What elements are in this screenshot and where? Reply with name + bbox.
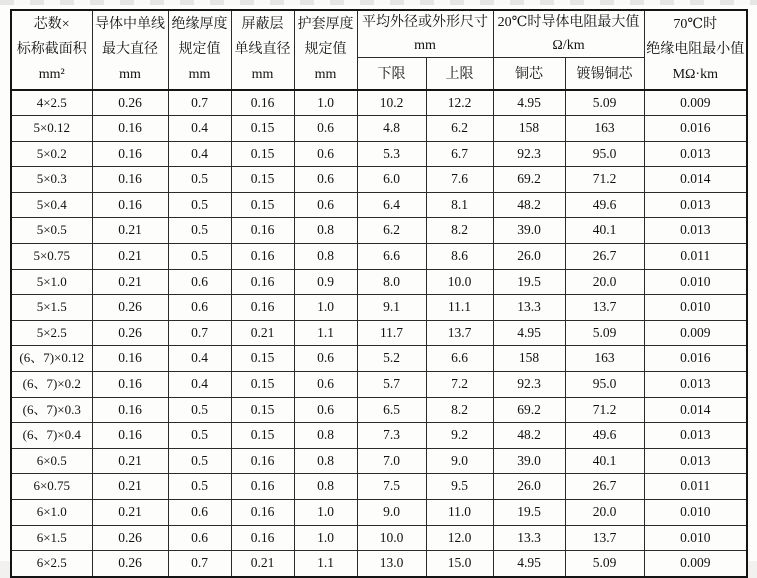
cell-value: 7.2 (426, 372, 493, 398)
cell-value: 0.16 (231, 525, 294, 551)
cell-value: 0.7 (168, 320, 231, 346)
cell-value: 0.21 (92, 448, 168, 474)
cell-value: 8.0 (357, 269, 426, 295)
cell-value: 0.014 (644, 167, 747, 193)
header-unit: mm (414, 38, 436, 53)
cell-value: 0.5 (168, 218, 231, 244)
cell-cores-area: 5×0.4 (11, 192, 92, 218)
cell-value: 0.009 (644, 90, 747, 116)
header-conductor-wire-dia (92, 10, 168, 90)
cell-value: 0.4 (168, 372, 231, 398)
cell-value: 0.26 (92, 320, 168, 346)
table-row (11, 295, 747, 321)
cell-value: 0.016 (644, 346, 747, 372)
cell-value: 19.5 (493, 269, 565, 295)
cell-value: 0.4 (168, 141, 231, 167)
cell-value: 13.0 (357, 551, 426, 577)
cell-value: 0.15 (231, 116, 294, 142)
cell-value: 0.5 (168, 192, 231, 218)
cell-value: 5.3 (357, 141, 426, 167)
header-unit: mm (251, 67, 274, 83)
header-tinned-copper-core: 镀锡铜芯 (565, 58, 644, 90)
cell-value: 0.16 (231, 90, 294, 116)
cell-value: 0.21 (92, 269, 168, 295)
header-od-lower-limit: 下限 (357, 58, 426, 90)
table-row (11, 269, 747, 295)
cell-cores-area: 5×0.5 (11, 218, 92, 244)
cell-value: 6.2 (357, 218, 426, 244)
cell-value: 0.21 (231, 320, 294, 346)
header-unit: mm (314, 67, 337, 83)
header-insulation-resistance-70c (644, 10, 747, 90)
cell-value: 0.9 (294, 269, 357, 295)
cell-value: 0.011 (644, 244, 747, 270)
cell-value: 0.5 (168, 423, 231, 449)
header-line: 70℃时 (673, 17, 718, 33)
header-row-1 (11, 10, 747, 58)
cell-value: 0.4 (168, 116, 231, 142)
cell-value: 0.16 (92, 397, 168, 423)
cell-value: 40.1 (565, 218, 644, 244)
cell-value: 69.2 (493, 397, 565, 423)
cell-value: 0.009 (644, 551, 747, 577)
cell-value: 0.7 (168, 90, 231, 116)
cell-value: 6.6 (357, 244, 426, 270)
cell-value: 12.2 (426, 90, 493, 116)
header-line: 平均外径或外形尺寸 (362, 15, 488, 30)
cell-value: 163 (565, 116, 644, 142)
cell-value: 9.2 (426, 423, 493, 449)
cell-value: 0.26 (92, 295, 168, 321)
cell-value: 0.6 (294, 397, 357, 423)
cell-value: 0.7 (168, 551, 231, 577)
cell-value: 5.7 (357, 372, 426, 398)
cell-value: 0.21 (92, 244, 168, 270)
header-unit: mm (119, 67, 141, 83)
cable-spec-table (10, 9, 748, 578)
cell-value: 13.3 (493, 525, 565, 551)
cell-value: 1.1 (294, 320, 357, 346)
table-row (11, 192, 747, 218)
cell-value: 158 (493, 346, 565, 372)
cell-value: 158 (493, 116, 565, 142)
cell-value: 8.2 (426, 397, 493, 423)
cell-value: 0.6 (294, 141, 357, 167)
cell-value: 0.15 (231, 372, 294, 398)
cell-value: 6.7 (426, 141, 493, 167)
header-cores-area (11, 10, 92, 90)
cell-cores-area: 5×0.3 (11, 167, 92, 193)
cell-value: 9.0 (426, 448, 493, 474)
cell-value: 4.8 (357, 116, 426, 142)
header-line: 20℃时导体电阻最大值 (497, 15, 640, 30)
cell-value: 0.15 (231, 397, 294, 423)
cell-value: 0.010 (644, 500, 747, 526)
header-unit: Ω/km (552, 38, 585, 53)
table-row (11, 90, 747, 116)
cell-value: 0.013 (644, 448, 747, 474)
cell-value: 0.15 (231, 141, 294, 167)
table-body (11, 90, 747, 577)
cell-value: 7.5 (357, 474, 426, 500)
table-row (11, 525, 747, 551)
table-row (11, 397, 747, 423)
cell-value: 0.5 (168, 474, 231, 500)
cell-value: 0.16 (92, 346, 168, 372)
table-row (11, 372, 747, 398)
header-insulation-thickness (168, 10, 231, 90)
header-group-avg-od (357, 10, 493, 58)
cell-value: 0.5 (168, 167, 231, 193)
cell-value: 0.013 (644, 192, 747, 218)
cell-cores-area: 4×2.5 (11, 90, 92, 116)
header-group-resistance-20c (493, 10, 644, 58)
header-shield-wire-dia (231, 10, 294, 90)
header-line: 最大直径 (102, 42, 158, 58)
header-unit: mm² (38, 67, 65, 83)
cell-value: 0.5 (168, 244, 231, 270)
cell-value: 5.09 (565, 551, 644, 577)
header-unit: mm (188, 67, 211, 83)
cell-cores-area: (6、7)×0.2 (11, 372, 92, 398)
cell-value: 0.4 (168, 346, 231, 372)
cell-cores-area: 6×0.5 (11, 448, 92, 474)
table-row (11, 167, 747, 193)
cell-value: 0.6 (294, 346, 357, 372)
cell-value: 26.0 (493, 244, 565, 270)
cell-value: 9.1 (357, 295, 426, 321)
cell-value: 0.016 (644, 116, 747, 142)
cell-value: 7.6 (426, 167, 493, 193)
cell-value: 5.09 (565, 90, 644, 116)
header-line: 单线直径 (234, 42, 291, 58)
cell-value: 92.3 (493, 372, 565, 398)
cell-value: 0.26 (92, 525, 168, 551)
cell-value: 0.21 (92, 474, 168, 500)
cell-value: 0.26 (92, 90, 168, 116)
cell-value: 0.16 (231, 244, 294, 270)
cell-value: 0.014 (644, 397, 747, 423)
cell-value: 8.2 (426, 218, 493, 244)
cell-value: 0.16 (92, 423, 168, 449)
cell-cores-area: 6×1.5 (11, 525, 92, 551)
cell-value: 5.2 (357, 346, 426, 372)
cell-value: 11.7 (357, 320, 426, 346)
cell-value: 0.16 (92, 192, 168, 218)
cell-value: 0.16 (92, 372, 168, 398)
cell-value: 0.6 (294, 167, 357, 193)
cell-cores-area: 6×2.5 (11, 551, 92, 577)
cell-value: 26.7 (565, 244, 644, 270)
cell-value: 26.0 (493, 474, 565, 500)
cell-value: 10.0 (426, 269, 493, 295)
cell-cores-area: 5×0.75 (11, 244, 92, 270)
cell-value: 9.0 (357, 500, 426, 526)
cell-value: 1.0 (294, 295, 357, 321)
cell-value: 0.8 (294, 474, 357, 500)
cell-value: 0.21 (92, 218, 168, 244)
cell-value: 10.2 (357, 90, 426, 116)
cell-cores-area: 5×2.5 (11, 320, 92, 346)
cell-value: 20.0 (565, 500, 644, 526)
cell-value: 0.16 (231, 218, 294, 244)
cell-value: 0.009 (644, 320, 747, 346)
cell-value: 13.7 (565, 295, 644, 321)
cell-value: 0.15 (231, 167, 294, 193)
cell-value: 10.0 (357, 525, 426, 551)
cell-value: 0.6 (294, 116, 357, 142)
header-line: 绝缘电阻最小值 (646, 42, 745, 58)
cell-value: 69.2 (493, 167, 565, 193)
cell-value: 49.6 (565, 423, 644, 449)
cell-value: 6.5 (357, 397, 426, 423)
cell-value: 9.5 (426, 474, 493, 500)
cell-value: 4.95 (493, 320, 565, 346)
cell-value: 0.013 (644, 218, 747, 244)
header-od-upper-limit: 上限 (426, 58, 493, 90)
cell-value: 0.26 (92, 551, 168, 577)
table-row (11, 551, 747, 577)
cell-value: 0.15 (231, 192, 294, 218)
cell-cores-area: 5×0.2 (11, 141, 92, 167)
cell-value: 0.5 (168, 397, 231, 423)
table-row (11, 218, 747, 244)
header-line: 护套厚度 (297, 17, 354, 33)
cell-value: 5.09 (565, 320, 644, 346)
cell-value: 0.16 (92, 141, 168, 167)
cell-value: 0.013 (644, 141, 747, 167)
cell-cores-area: (6、7)×0.12 (11, 346, 92, 372)
cell-value: 39.0 (493, 218, 565, 244)
cell-value: 92.3 (493, 141, 565, 167)
cell-value: 13.3 (493, 295, 565, 321)
cell-value: 15.0 (426, 551, 493, 577)
header-line: 芯数× (33, 17, 70, 33)
cell-value: 1.0 (294, 525, 357, 551)
cell-cores-area: (6、7)×0.3 (11, 397, 92, 423)
cell-value: 0.6 (168, 295, 231, 321)
cell-value: 13.7 (565, 525, 644, 551)
cell-value: 6.0 (357, 167, 426, 193)
cell-value: 0.8 (294, 244, 357, 270)
table-row (11, 423, 747, 449)
cell-value: 71.2 (565, 167, 644, 193)
cell-cores-area: 5×1.0 (11, 269, 92, 295)
table-row (11, 500, 747, 526)
table-row (11, 474, 747, 500)
cell-value: 7.0 (357, 448, 426, 474)
cell-value: 0.16 (231, 269, 294, 295)
cell-value: 8.1 (426, 192, 493, 218)
cell-value: 1.0 (294, 90, 357, 116)
cell-value: 48.2 (493, 423, 565, 449)
cell-value: 39.0 (493, 448, 565, 474)
cell-value: 0.5 (168, 448, 231, 474)
header-unit: MΩ·km (672, 67, 718, 83)
cell-value: 13.7 (426, 320, 493, 346)
cell-value: 0.8 (294, 423, 357, 449)
table-header (11, 10, 747, 90)
cell-value: 7.3 (357, 423, 426, 449)
cell-value: 95.0 (565, 372, 644, 398)
cell-value: 0.8 (294, 448, 357, 474)
header-sheath-thickness (294, 10, 357, 90)
cell-value: 0.6 (294, 192, 357, 218)
cell-value: 0.010 (644, 269, 747, 295)
table-row (11, 448, 747, 474)
cell-value: 0.6 (294, 372, 357, 398)
cell-value: 11.0 (426, 500, 493, 526)
cell-value: 0.6 (168, 500, 231, 526)
scan-edge-artifact (0, 0, 757, 5)
cell-value: 0.16 (231, 474, 294, 500)
cell-value: 0.21 (92, 500, 168, 526)
cell-value: 49.6 (565, 192, 644, 218)
header-line: 规定值 (178, 42, 221, 58)
header-line: 标称截面积 (16, 42, 87, 58)
cell-value: 12.0 (426, 525, 493, 551)
cell-value: 0.010 (644, 295, 747, 321)
cell-value: 6.6 (426, 346, 493, 372)
cell-value: 26.7 (565, 474, 644, 500)
cell-value: 48.2 (493, 192, 565, 218)
table-row (11, 320, 747, 346)
cell-value: 11.1 (426, 295, 493, 321)
cell-value: 0.013 (644, 423, 747, 449)
cell-value: 71.2 (565, 397, 644, 423)
cell-value: 1.1 (294, 551, 357, 577)
cell-cores-area: (6、7)×0.4 (11, 423, 92, 449)
table-row (11, 244, 747, 270)
cell-value: 0.15 (231, 423, 294, 449)
cell-value: 0.16 (231, 448, 294, 474)
cell-cores-area: 6×1.0 (11, 500, 92, 526)
cell-value: 40.1 (565, 448, 644, 474)
cell-value: 0.16 (231, 500, 294, 526)
cell-value: 4.95 (493, 551, 565, 577)
cell-value: 0.16 (92, 167, 168, 193)
cell-cores-area: 6×0.75 (11, 474, 92, 500)
cell-value: 0.16 (231, 295, 294, 321)
header-line: 屏蔽层 (241, 17, 284, 33)
table-row (11, 141, 747, 167)
cell-value: 1.0 (294, 500, 357, 526)
cell-value: 0.21 (231, 551, 294, 577)
cell-value: 95.0 (565, 141, 644, 167)
cell-value: 6.4 (357, 192, 426, 218)
cell-value: 19.5 (493, 500, 565, 526)
cell-value: 20.0 (565, 269, 644, 295)
cell-value: 0.6 (168, 269, 231, 295)
table-row (11, 346, 747, 372)
cell-value: 8.6 (426, 244, 493, 270)
cell-cores-area: 5×0.12 (11, 116, 92, 142)
cell-value: 0.010 (644, 525, 747, 551)
cell-value: 4.95 (493, 90, 565, 116)
cell-value: 163 (565, 346, 644, 372)
cell-value: 6.2 (426, 116, 493, 142)
cell-value: 0.013 (644, 372, 747, 398)
cell-value: 0.8 (294, 218, 357, 244)
cell-value: 0.011 (644, 474, 747, 500)
header-line: 导体中单线 (95, 17, 165, 33)
cell-value: 0.6 (168, 525, 231, 551)
cell-value: 0.15 (231, 346, 294, 372)
cell-value: 0.16 (92, 116, 168, 142)
header-line: 绝缘厚度 (171, 17, 228, 33)
cell-cores-area: 5×1.5 (11, 295, 92, 321)
header-line: 规定值 (304, 42, 347, 58)
header-copper-core: 铜芯 (493, 58, 565, 90)
table-row (11, 116, 747, 142)
